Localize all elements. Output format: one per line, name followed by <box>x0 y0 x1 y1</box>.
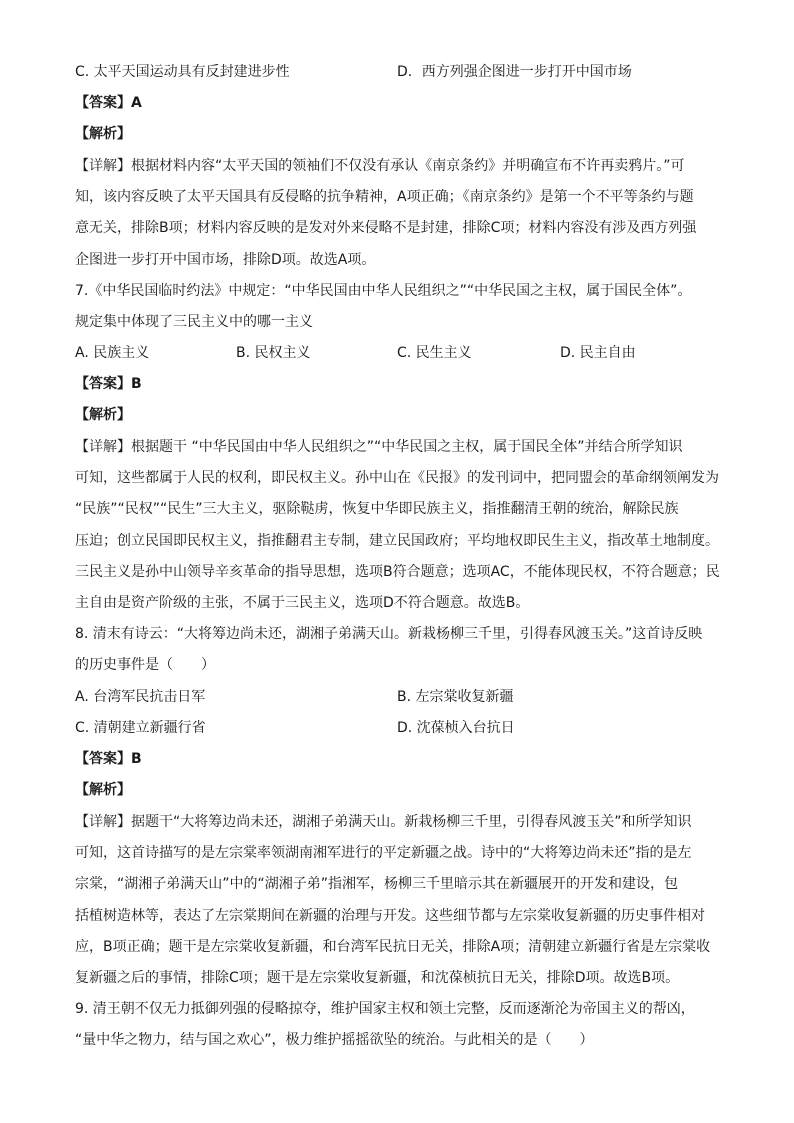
q8-detail-line: 宗棠，“湖湘子弟满天山”中的“湖湘子弟”指湘军，杨柳三千里暗示其在新疆展开的开发和建设，包 <box>75 876 679 892</box>
q7-detail-line: 主自由是资产阶级的主张，不属于三民主义，选项D不符合题意。故选B。 <box>75 595 530 611</box>
q8-detail-line: 【详解】据题干“大将筹边尚未还，湖湘子弟满天山。新栽杨柳三千里，引得春风渡玉关”和所学知识 <box>75 814 692 830</box>
q8-analysis-heading: 【解析】 <box>75 782 131 798</box>
q7-option-a: A. 民族主义 <box>75 345 150 361</box>
q6-answer: 【答案】A <box>75 95 142 111</box>
q8-detail-line: 可知，这首诗描写的是左宗棠率领湖南湘军进行的平定新疆之战。诗中的“大将筹边尚未还”指的是左 <box>75 845 692 861</box>
q6-detail-line: 知，该内容反映了太平天国具有反侵略的抗争精神，A项正确；《南京条约》是第一个不平等条约与题 <box>75 189 694 205</box>
q7-detail-line: 三民主义是孙中山领导辛亥革命的指导思想，选项B符合题意；选项AC，不能体现民权，不符合题意；民 <box>75 564 720 580</box>
q9-stem-line: 9. 清王朝不仅无力抵御列强的侵略掠夺，维护国家主权和领土完整，反而逐渐沦为帝国主义的帮凶， <box>75 1001 695 1017</box>
q8-option-c: C. 清朝建立新疆行省 <box>75 720 206 736</box>
q6-detail-line: 企图进一步打开中国市场，排除D项。故选A项。 <box>75 252 376 268</box>
q8-option-a: A. 台湾军民抗击日军 <box>75 689 206 705</box>
q6-detail-line: 【详解】根据材料内容“太平天国的领袖们不仅没有承认《南京条约》并明确宣布不许再卖鸦片。”可 <box>75 158 685 174</box>
q7-detail-line: 可知，这些都属于人民的权利，即民权主义。孙中山在《民报》的发刊词中，把同盟会的革命纲领阐发为 <box>75 470 719 486</box>
q7-analysis-heading: 【解析】 <box>75 407 131 423</box>
q7-answer: 【答案】B <box>75 376 142 392</box>
q8-answer: 【答案】B <box>75 751 142 767</box>
q7-option-d: D. 民主自由 <box>560 345 636 361</box>
q8-option-d: D. 沈葆桢入台抗日 <box>397 720 515 736</box>
q8-stem-line: 的历史事件是（ ） <box>75 657 215 673</box>
q7-option-b: B. 民权主义 <box>236 345 311 361</box>
q7-stem-line: 7.《中华民国临时约法》中规定：“中华民国由中华人民组织之”“中华民国之主权，属于国民全体”。 <box>75 283 692 299</box>
q6-option-c: C. 太平天国运动具有反封建进步性 <box>75 64 290 80</box>
q8-detail-line: 应，B项正确；题干是左宗棠收复新疆，和台湾军民抗日无关，排除A项；清朝建立新疆行省是左宗棠收 <box>75 939 711 955</box>
q7-stem-line: 规定集中体现了三民主义中的哪一主义 <box>75 314 313 330</box>
q7-detail-line: “民族”“民权”“民生”三大主义，驱除鞑虏，恢复中华即民族主义，指推翻清王朝的统治，解除民族 <box>75 501 679 517</box>
q8-option-b: B. 左宗棠收复新疆 <box>397 689 514 705</box>
q8-stem-line: 8. 清末有诗云：“大将筹边尚未还，湖湘子弟满天山。新栽杨柳三千里，引得春风渡玉关。”这首诗反映 <box>75 626 703 642</box>
q8-detail-line: 括植树造林等，表达了左宗棠期间在新疆的治理与开发。这些细节都与左宗棠收复新疆的历史事件相对 <box>75 908 705 924</box>
q7-detail-line: 【详解】根据题干 “中华民国由中华人民组织之”“中华民国之主权，属于国民全体”并结合所学知识 <box>75 439 683 455</box>
q8-detail-line: 复新疆之后的事情，排除C项；题干是左宗棠收复新疆，和沈葆桢抗日无关，排除D项。故选B项。 <box>75 970 680 986</box>
q6-analysis-heading: 【解析】 <box>75 126 131 142</box>
q6-detail-line: 意无关，排除B项；材料内容反映的是发对外来侵略不是封建，排除C项；材料内容没有涉及西方列强 <box>75 220 697 236</box>
q9-stem-line: “量中华之物力，结与国之欢心”，极力维护摇摇欲坠的统治。与此相关的是（ ） <box>75 1032 594 1048</box>
q7-detail-line: 压迫；创立民国即民权主义，指推翻君主专制，建立民国政府；平均地权即民生主义，指改革土地制度。 <box>75 533 719 549</box>
q6-option-d: D．西方列强企图进一步打开中国市场 <box>397 64 632 80</box>
q7-option-c: C. 民生主义 <box>397 345 472 361</box>
